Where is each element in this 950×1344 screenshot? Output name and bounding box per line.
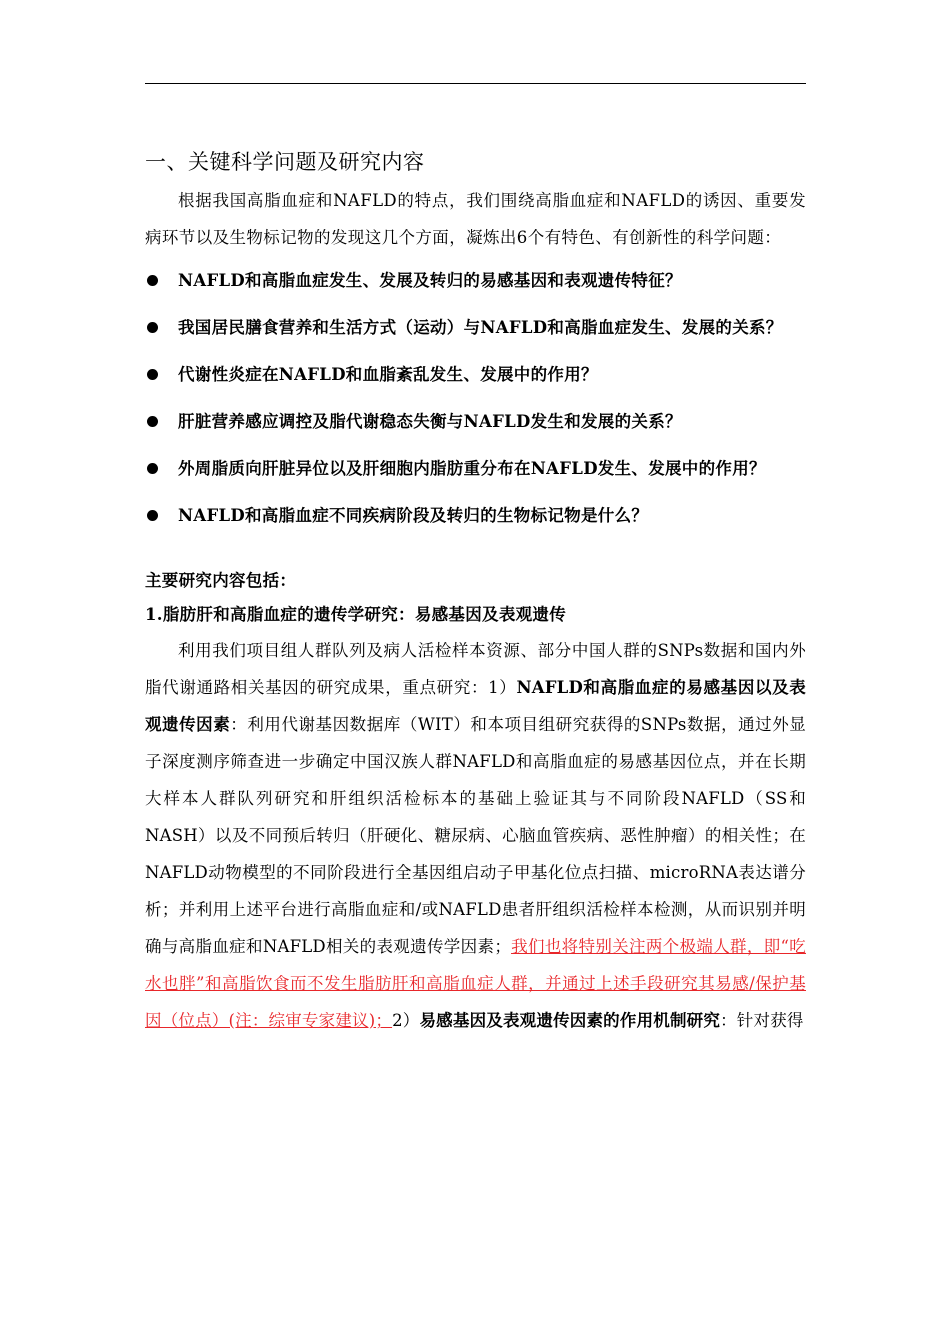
- question-text: NAFLD和高脂血症不同疾病阶段及转归的生物标记物是什么？: [178, 506, 649, 525]
- section-title: 一、关键科学问题及研究内容: [145, 150, 425, 174]
- item1-bold-2: 易感基因及表观遗传因素的作用机制研究: [419, 1011, 721, 1030]
- bullet-icon: [147, 322, 158, 333]
- bullet-icon: [147, 369, 158, 380]
- header-rule: [145, 83, 806, 84]
- question-text: NAFLD和高脂血症发生、发展及转归的易感基因和表观遗传特征？: [178, 271, 682, 290]
- list-item: [145, 262, 806, 299]
- question-text: 外周脂质向肝脏异位以及肝细胞内脂肪重分布在NAFLD发生、发展中的作用？: [178, 459, 766, 478]
- list-item: [145, 309, 806, 346]
- list-item: [145, 403, 806, 440]
- list-item: [145, 356, 806, 393]
- question-text: 我国居民膳食营养和生活方式（运动）与NAFLD和高脂血症发生、发展的关系？: [178, 318, 783, 337]
- item1-text-2: ：利用代谢基因数据库（WIT）和本项目组研究获得的SNPs数据，通过外显子深度测序筛查进一步确定中国汉族人群NAFLD和高脂血症的易感基因位点，并在长期大样本人群队列研究和肝组织活检标本的基础上验证其与不同阶段NAFLD（SS和NASH）以及不同预后转归（肝硬化、糖尿病、心脑血管疾病、恶性肿瘤）的相关性；在NAFLD动物模型的不同阶段进行全基因组启动子甲基化位点扫描、microRNA表达谱分析；并利用上述平台进行高脂血症和/或NAFLD患者肝组织活检样本检测，从而识别并明确与高脂血症和NAFLD相关的表观遗传学因素；: [145, 715, 806, 956]
- document-body: [145, 146, 806, 1039]
- item1-bold-1: NAFLD和高脂血症的易感基因以及表观遗传因素: [145, 678, 806, 734]
- question-text: 肝脏营养感应调控及脂代谢稳态失衡与NAFLD发生和发展的关系？: [178, 412, 682, 431]
- item1-text-3: 2）: [392, 1011, 420, 1030]
- item1-text-1: 利用我们项目组人群队列及病人活检样本资源、部分中国人群的SNPs数据和国内外脂代谢通路相关基因的研究成果，重点研究：1）: [145, 641, 806, 697]
- question-text: 代谢性炎症在NAFLD和血脂紊乱发生、发展中的作用？: [178, 365, 598, 384]
- list-item: [145, 497, 806, 534]
- intro-paragraph: 根据我国高脂血症和NAFLD的特点，我们围绕高脂血症和NAFLD的诱因、重要发病环节以及生物标记物的发现这几个方面，凝炼出6个有特色、有创新性的科学问题：: [145, 191, 806, 247]
- item1-heading: 1.脂肪肝和高脂血症的遗传学研究：易感基因及表观遗传: [145, 605, 567, 624]
- main-content-heading: 主要研究内容包括：: [145, 571, 297, 590]
- item1-paragraph: [145, 632, 806, 1039]
- list-item: [145, 450, 806, 487]
- question-list: [145, 262, 806, 534]
- item1-text-4: ：针对获得: [720, 1011, 804, 1030]
- bullet-icon: [147, 275, 158, 286]
- bullet-icon: [147, 510, 158, 521]
- bullet-icon: [147, 463, 158, 474]
- bullet-icon: [147, 416, 158, 427]
- reviewer-annotation: 我们也将特别关注两个极端人群，即“吃水也胖”和高脂饮食而不发生脂肪肝和高脂血症人群，并通过上述手段研究其易感/保护基因（位点）(注：综审专家建议)；: [145, 937, 806, 1030]
